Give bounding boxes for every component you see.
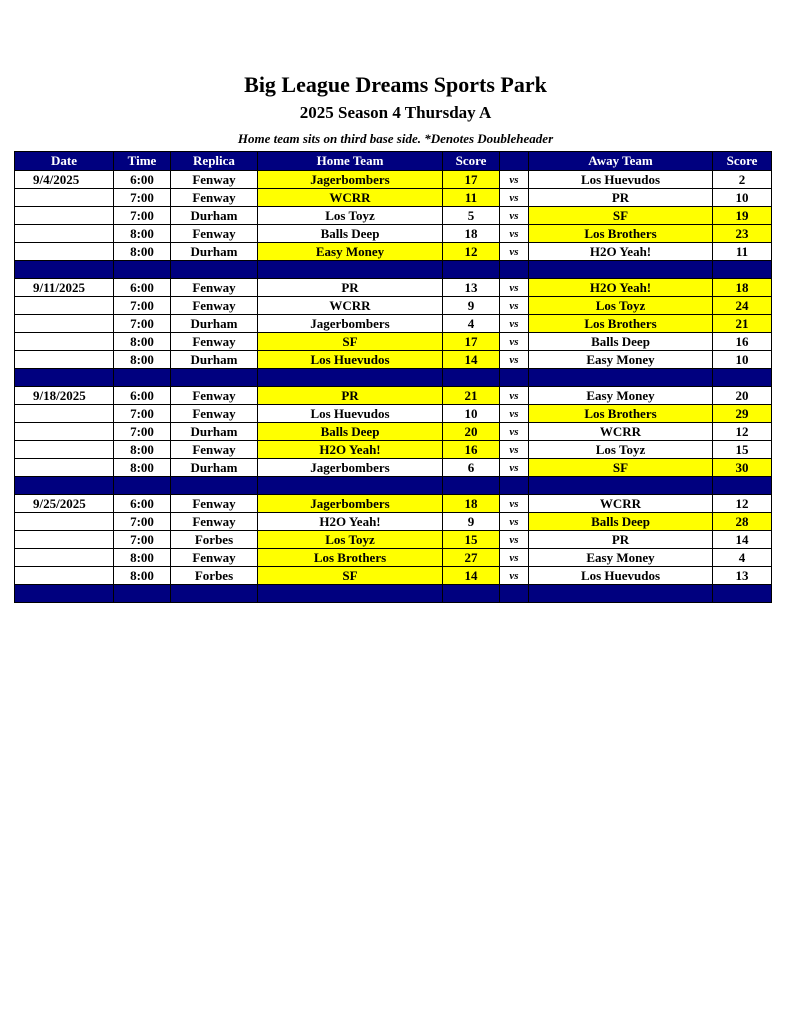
home-score: 6 bbox=[443, 459, 500, 477]
game-row bbox=[15, 549, 772, 567]
vs-label: vs bbox=[500, 459, 529, 477]
game-replica: Durham bbox=[171, 459, 258, 477]
game-row bbox=[15, 405, 772, 423]
game-row bbox=[15, 459, 772, 477]
game-replica: Fenway bbox=[171, 333, 258, 351]
home-team: PR bbox=[258, 279, 443, 297]
home-team: Jagerbombers bbox=[258, 459, 443, 477]
game-time: 8:00 bbox=[114, 351, 171, 369]
game-row bbox=[15, 351, 772, 369]
separator-cell bbox=[171, 261, 258, 279]
game-time: 7:00 bbox=[114, 207, 171, 225]
game-time: 8:00 bbox=[114, 441, 171, 459]
home-score: 18 bbox=[443, 495, 500, 513]
vs-label: vs bbox=[500, 207, 529, 225]
game-date bbox=[15, 225, 114, 243]
game-date bbox=[15, 189, 114, 207]
home-score: 5 bbox=[443, 207, 500, 225]
game-replica: Forbes bbox=[171, 531, 258, 549]
away-score: 10 bbox=[713, 351, 772, 369]
vs-label: vs bbox=[500, 531, 529, 549]
away-team: Los Brothers bbox=[529, 315, 713, 333]
home-score: 17 bbox=[443, 333, 500, 351]
home-team: Balls Deep bbox=[258, 225, 443, 243]
week-separator-row bbox=[15, 477, 772, 495]
home-score: 16 bbox=[443, 441, 500, 459]
home-score: 4 bbox=[443, 315, 500, 333]
game-row bbox=[15, 243, 772, 261]
game-time: 7:00 bbox=[114, 423, 171, 441]
separator-cell bbox=[713, 477, 772, 495]
home-team: SF bbox=[258, 333, 443, 351]
separator-cell bbox=[713, 369, 772, 387]
game-replica: Durham bbox=[171, 207, 258, 225]
away-team: Balls Deep bbox=[529, 513, 713, 531]
separator-cell bbox=[529, 477, 713, 495]
away-team: WCRR bbox=[529, 423, 713, 441]
header-home-score: Score bbox=[443, 152, 500, 171]
away-team: H2O Yeah! bbox=[529, 243, 713, 261]
game-replica: Fenway bbox=[171, 171, 258, 189]
game-replica: Durham bbox=[171, 315, 258, 333]
game-date: 9/25/2025 bbox=[15, 495, 114, 513]
vs-label: vs bbox=[500, 189, 529, 207]
separator-cell bbox=[258, 369, 443, 387]
game-time: 8:00 bbox=[114, 333, 171, 351]
vs-label: vs bbox=[500, 171, 529, 189]
game-row bbox=[15, 207, 772, 225]
game-time: 6:00 bbox=[114, 387, 171, 405]
game-replica: Fenway bbox=[171, 387, 258, 405]
game-row bbox=[15, 387, 772, 405]
separator-cell bbox=[258, 261, 443, 279]
away-score: 15 bbox=[713, 441, 772, 459]
vs-label: vs bbox=[500, 441, 529, 459]
vs-label: vs bbox=[500, 549, 529, 567]
schedule-note: Home team sits on third base side. *Denotes Doubleheader bbox=[237, 131, 554, 146]
game-date bbox=[15, 315, 114, 333]
separator-cell bbox=[114, 585, 171, 603]
away-score: 12 bbox=[713, 423, 772, 441]
game-row bbox=[15, 531, 772, 549]
game-replica: Fenway bbox=[171, 549, 258, 567]
away-score: 2 bbox=[713, 171, 772, 189]
home-team: Los Huevudos bbox=[258, 351, 443, 369]
home-team: Los Brothers bbox=[258, 549, 443, 567]
game-replica: Fenway bbox=[171, 513, 258, 531]
game-row bbox=[15, 423, 772, 441]
separator-cell bbox=[15, 585, 114, 603]
game-replica: Fenway bbox=[171, 495, 258, 513]
home-team: Easy Money bbox=[258, 243, 443, 261]
game-time: 6:00 bbox=[114, 279, 171, 297]
game-time: 6:00 bbox=[114, 171, 171, 189]
game-row bbox=[15, 297, 772, 315]
game-row bbox=[15, 513, 772, 531]
game-date: 9/18/2025 bbox=[15, 387, 114, 405]
home-team: PR bbox=[258, 387, 443, 405]
vs-label: vs bbox=[500, 297, 529, 315]
game-row bbox=[15, 225, 772, 243]
away-team: Los Toyz bbox=[529, 297, 713, 315]
away-team: Balls Deep bbox=[529, 333, 713, 351]
separator-cell bbox=[500, 477, 529, 495]
separator-cell bbox=[500, 369, 529, 387]
away-score: 21 bbox=[713, 315, 772, 333]
home-team: WCRR bbox=[258, 189, 443, 207]
separator-cell bbox=[529, 261, 713, 279]
game-date: 9/11/2025 bbox=[15, 279, 114, 297]
game-date bbox=[15, 207, 114, 225]
away-team: Los Brothers bbox=[529, 225, 713, 243]
away-score: 30 bbox=[713, 459, 772, 477]
home-team: Balls Deep bbox=[258, 423, 443, 441]
vs-label: vs bbox=[500, 513, 529, 531]
away-score: 10 bbox=[713, 189, 772, 207]
home-score: 9 bbox=[443, 297, 500, 315]
header-replica: Replica bbox=[171, 152, 258, 171]
header-row bbox=[15, 152, 772, 171]
game-row bbox=[15, 333, 772, 351]
game-date bbox=[15, 351, 114, 369]
game-replica: Fenway bbox=[171, 279, 258, 297]
away-team: Los Toyz bbox=[529, 441, 713, 459]
vs-label: vs bbox=[500, 351, 529, 369]
separator-cell bbox=[258, 477, 443, 495]
game-row bbox=[15, 441, 772, 459]
header-home-team: Home Team bbox=[258, 152, 443, 171]
game-row bbox=[15, 171, 772, 189]
separator-cell bbox=[713, 261, 772, 279]
game-row bbox=[15, 279, 772, 297]
separator-cell bbox=[443, 585, 500, 603]
home-team: H2O Yeah! bbox=[258, 513, 443, 531]
away-score: 28 bbox=[713, 513, 772, 531]
away-team: PR bbox=[529, 531, 713, 549]
away-score: 20 bbox=[713, 387, 772, 405]
vs-label: vs bbox=[500, 387, 529, 405]
game-date bbox=[15, 423, 114, 441]
home-score: 21 bbox=[443, 387, 500, 405]
vs-label: vs bbox=[500, 333, 529, 351]
separator-cell bbox=[114, 261, 171, 279]
game-date bbox=[15, 513, 114, 531]
game-time: 7:00 bbox=[114, 531, 171, 549]
home-team: Jagerbombers bbox=[258, 171, 443, 189]
home-team: Jagerbombers bbox=[258, 495, 443, 513]
home-team: Jagerbombers bbox=[258, 315, 443, 333]
game-time: 8:00 bbox=[114, 225, 171, 243]
vs-label: vs bbox=[500, 567, 529, 585]
game-time: 8:00 bbox=[114, 549, 171, 567]
separator-cell bbox=[500, 585, 529, 603]
separator-cell bbox=[114, 369, 171, 387]
game-time: 7:00 bbox=[114, 513, 171, 531]
separator-cell bbox=[15, 261, 114, 279]
separator-cell bbox=[114, 477, 171, 495]
home-score: 12 bbox=[443, 243, 500, 261]
game-replica: Fenway bbox=[171, 405, 258, 423]
game-date bbox=[15, 567, 114, 585]
schedule-body bbox=[15, 171, 772, 603]
home-score: 20 bbox=[443, 423, 500, 441]
week-separator-row bbox=[15, 585, 772, 603]
game-row bbox=[15, 495, 772, 513]
away-team: SF bbox=[529, 207, 713, 225]
game-time: 7:00 bbox=[114, 189, 171, 207]
game-replica: Forbes bbox=[171, 567, 258, 585]
game-replica: Fenway bbox=[171, 225, 258, 243]
separator-cell bbox=[500, 261, 529, 279]
game-date bbox=[15, 333, 114, 351]
home-team: Los Huevudos bbox=[258, 405, 443, 423]
vs-label: vs bbox=[500, 495, 529, 513]
page-subtitle: 2025 Season 4 Thursday A bbox=[299, 103, 492, 122]
away-team: Los Huevudos bbox=[529, 567, 713, 585]
away-score: 12 bbox=[713, 495, 772, 513]
away-score: 19 bbox=[713, 207, 772, 225]
game-date bbox=[15, 405, 114, 423]
away-team: Easy Money bbox=[529, 387, 713, 405]
game-replica: Fenway bbox=[171, 441, 258, 459]
game-replica: Durham bbox=[171, 351, 258, 369]
home-score: 14 bbox=[443, 567, 500, 585]
away-score: 24 bbox=[713, 297, 772, 315]
game-date bbox=[15, 297, 114, 315]
home-team: H2O Yeah! bbox=[258, 441, 443, 459]
game-date: 9/4/2025 bbox=[15, 171, 114, 189]
away-team: Los Brothers bbox=[529, 405, 713, 423]
separator-cell bbox=[443, 477, 500, 495]
home-team: SF bbox=[258, 567, 443, 585]
game-time: 6:00 bbox=[114, 495, 171, 513]
separator-cell bbox=[15, 369, 114, 387]
game-date bbox=[15, 549, 114, 567]
separator-cell bbox=[171, 585, 258, 603]
game-date bbox=[15, 243, 114, 261]
home-score: 11 bbox=[443, 189, 500, 207]
away-score: 18 bbox=[713, 279, 772, 297]
separator-cell bbox=[443, 369, 500, 387]
week-separator-row bbox=[15, 369, 772, 387]
away-score: 13 bbox=[713, 567, 772, 585]
separator-cell bbox=[171, 369, 258, 387]
vs-label: vs bbox=[500, 315, 529, 333]
game-replica: Durham bbox=[171, 423, 258, 441]
game-row bbox=[15, 315, 772, 333]
header-away-score: Score bbox=[713, 152, 772, 171]
home-score: 9 bbox=[443, 513, 500, 531]
away-team: H2O Yeah! bbox=[529, 279, 713, 297]
away-team: WCRR bbox=[529, 495, 713, 513]
home-team: Los Toyz bbox=[258, 531, 443, 549]
home-score: 17 bbox=[443, 171, 500, 189]
separator-cell bbox=[529, 585, 713, 603]
away-team: SF bbox=[529, 459, 713, 477]
separator-cell bbox=[171, 477, 258, 495]
separator-cell bbox=[529, 369, 713, 387]
vs-label: vs bbox=[500, 225, 529, 243]
header-vs bbox=[500, 152, 529, 171]
game-replica: Fenway bbox=[171, 297, 258, 315]
away-team: Easy Money bbox=[529, 351, 713, 369]
home-score: 27 bbox=[443, 549, 500, 567]
home-score: 14 bbox=[443, 351, 500, 369]
home-team: WCRR bbox=[258, 297, 443, 315]
separator-cell bbox=[443, 261, 500, 279]
home-score: 10 bbox=[443, 405, 500, 423]
away-team: PR bbox=[529, 189, 713, 207]
game-time: 7:00 bbox=[114, 315, 171, 333]
home-score: 13 bbox=[443, 279, 500, 297]
game-time: 7:00 bbox=[114, 297, 171, 315]
page-title: Big League Dreams Sports Park bbox=[244, 72, 547, 97]
home-team: Los Toyz bbox=[258, 207, 443, 225]
vs-label: vs bbox=[500, 243, 529, 261]
separator-cell bbox=[713, 585, 772, 603]
away-score: 4 bbox=[713, 549, 772, 567]
away-score: 23 bbox=[713, 225, 772, 243]
game-date bbox=[15, 459, 114, 477]
schedule-table bbox=[14, 151, 772, 603]
away-team: Los Huevudos bbox=[529, 171, 713, 189]
vs-label: vs bbox=[500, 279, 529, 297]
separator-cell bbox=[258, 585, 443, 603]
vs-label: vs bbox=[500, 405, 529, 423]
away-team: Easy Money bbox=[529, 549, 713, 567]
game-date bbox=[15, 441, 114, 459]
game-replica: Fenway bbox=[171, 189, 258, 207]
home-score: 18 bbox=[443, 225, 500, 243]
game-replica: Durham bbox=[171, 243, 258, 261]
header-time: Time bbox=[114, 152, 171, 171]
game-time: 8:00 bbox=[114, 243, 171, 261]
away-score: 11 bbox=[713, 243, 772, 261]
separator-cell bbox=[15, 477, 114, 495]
game-time: 8:00 bbox=[114, 459, 171, 477]
week-separator-row bbox=[15, 261, 772, 279]
game-row bbox=[15, 567, 772, 585]
game-date bbox=[15, 531, 114, 549]
home-score: 15 bbox=[443, 531, 500, 549]
game-row bbox=[15, 189, 772, 207]
away-score: 14 bbox=[713, 531, 772, 549]
game-time: 8:00 bbox=[114, 567, 171, 585]
away-score: 16 bbox=[713, 333, 772, 351]
header-away-team: Away Team bbox=[529, 152, 713, 171]
vs-label: vs bbox=[500, 423, 529, 441]
header-date: Date bbox=[15, 152, 114, 171]
away-score: 29 bbox=[713, 405, 772, 423]
game-time: 7:00 bbox=[114, 405, 171, 423]
